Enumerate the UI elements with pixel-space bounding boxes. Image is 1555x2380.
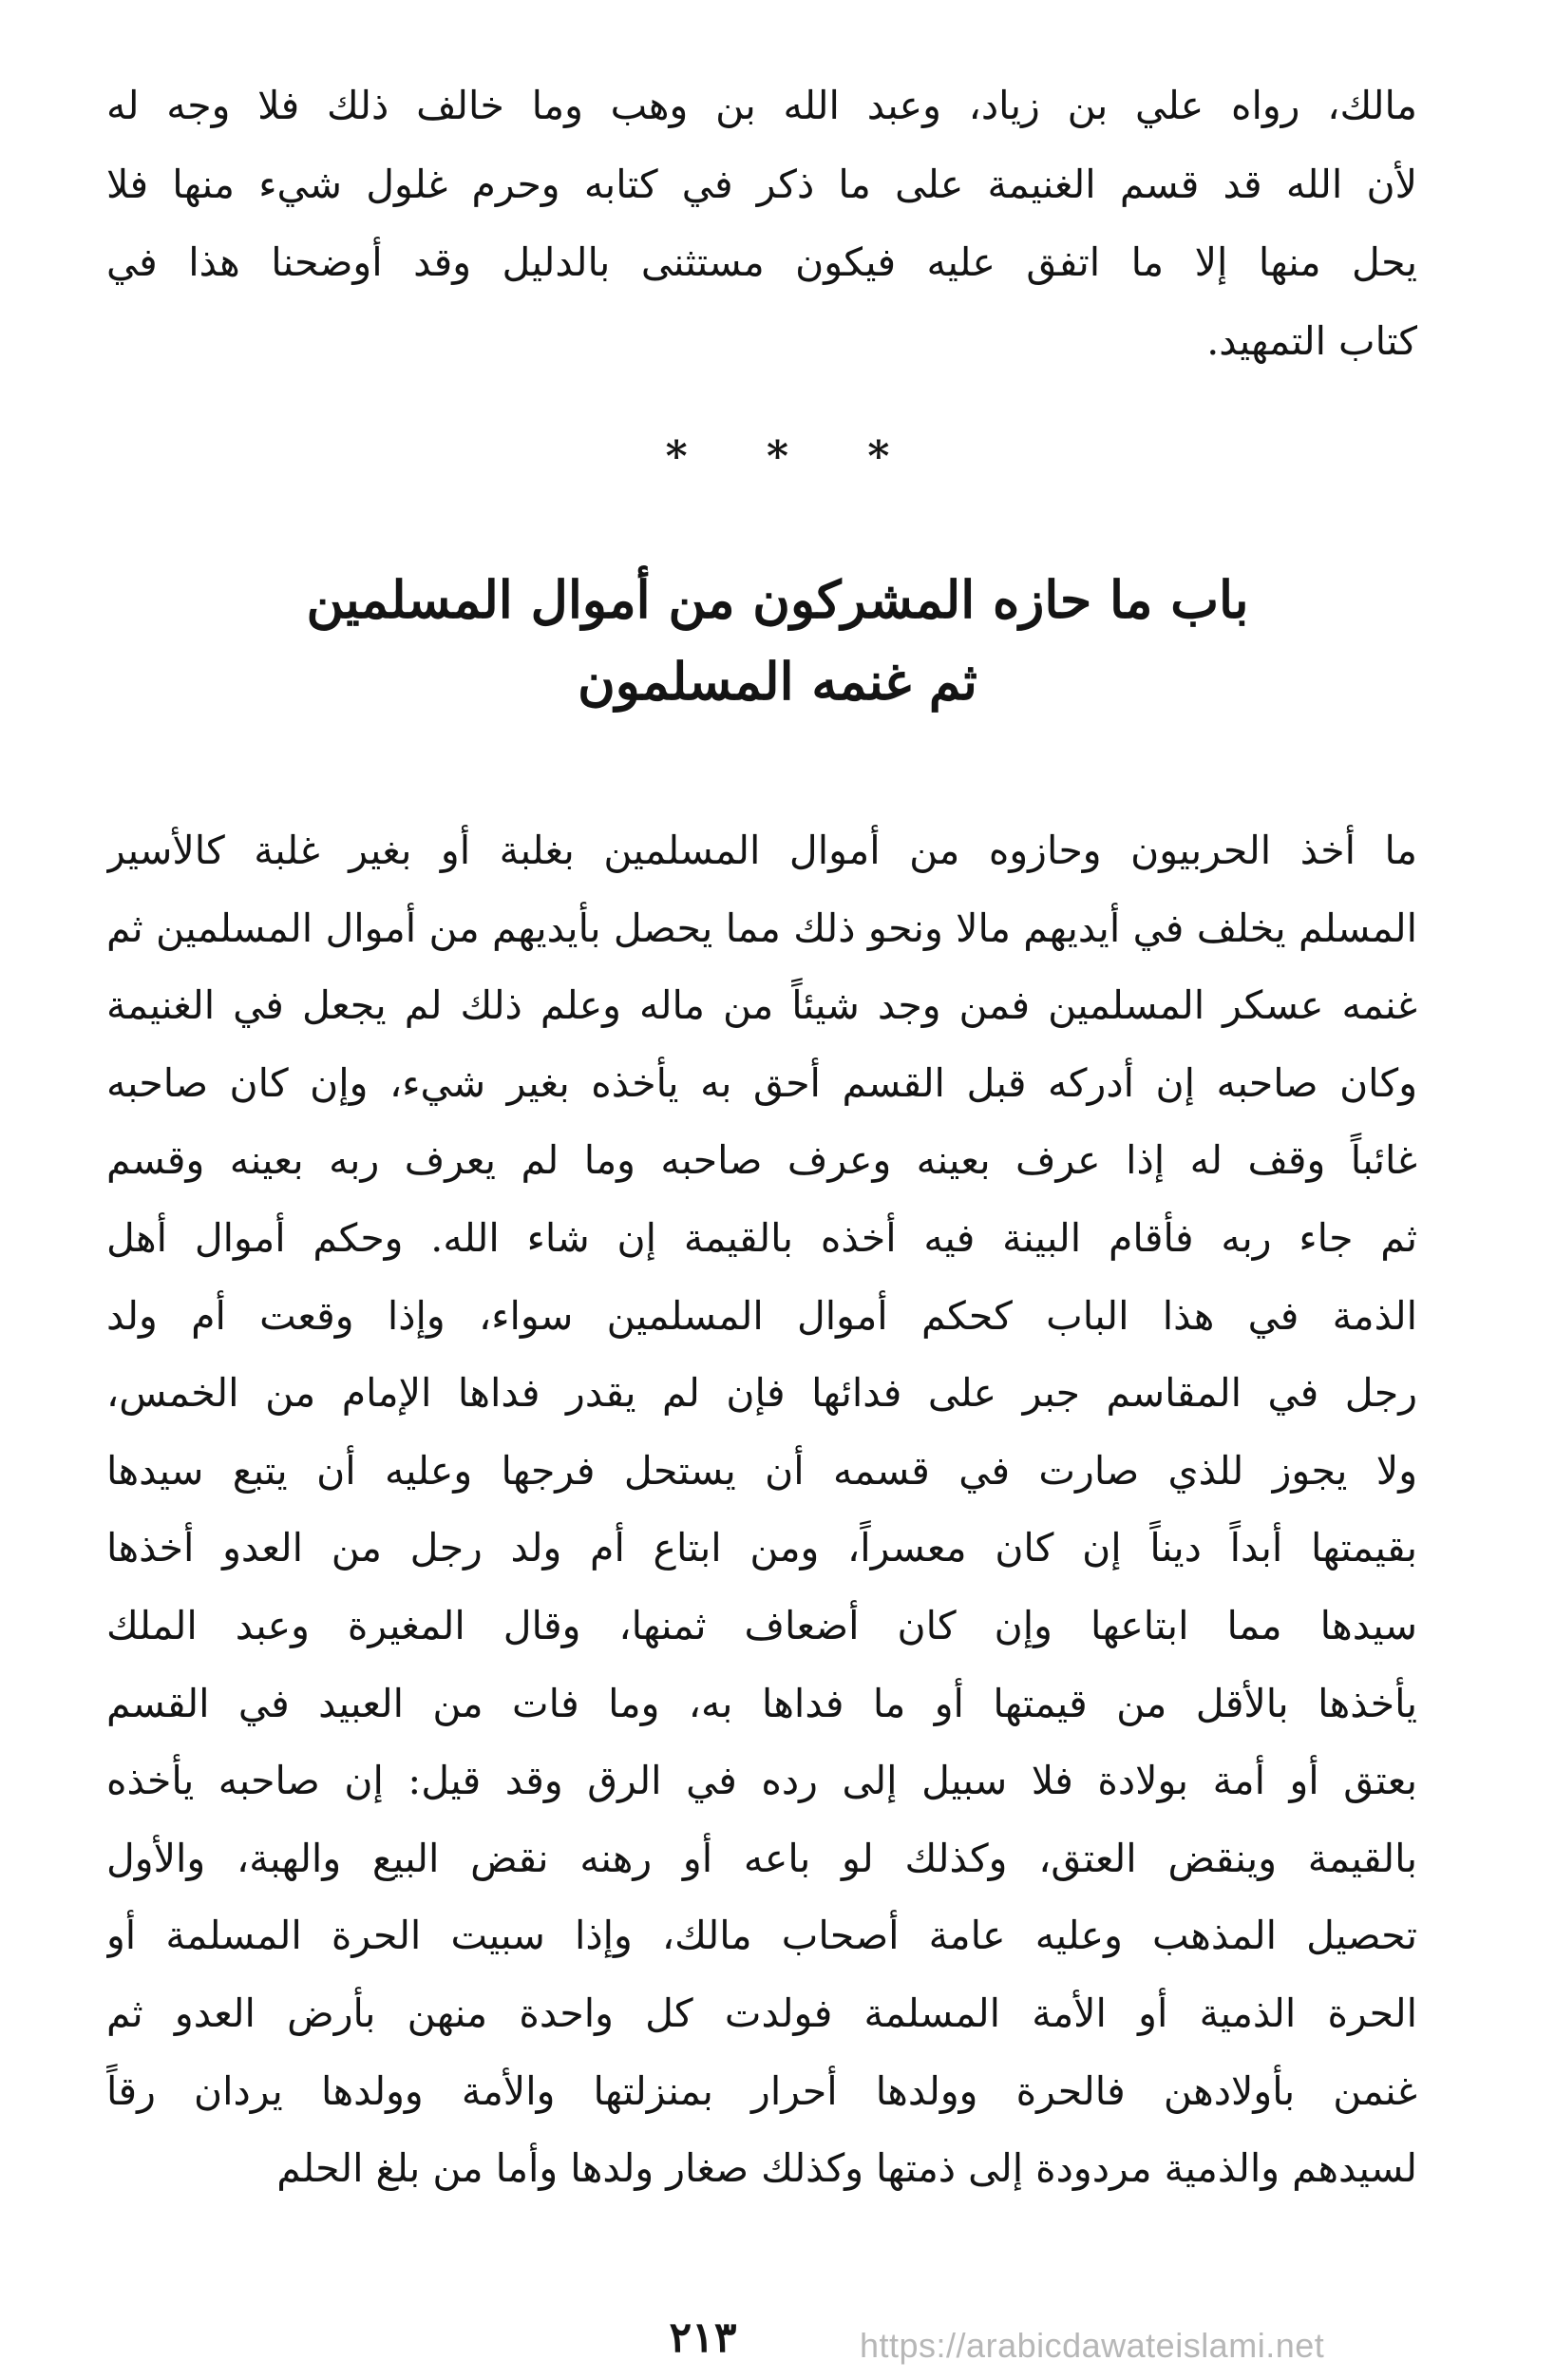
watermark-url: https://arabicdawateislami.net [860, 2326, 1325, 2365]
divider-star: * [665, 432, 688, 481]
text-line: غنمن بأولادهن فالحرة وولدها أحرار بمنزلتها والأمة وولدها يردان رقاً [106, 2067, 1417, 2114]
text-line: بقيمتها أبداً ديناً إن كان معسراً، ومن ابتاع أم ولد رجل من العدو أخذها [106, 1525, 1417, 1571]
text-line: يأخذها بالأقل من قيمتها أو ما فداها به، وما فات من العبيد في القسم [106, 1680, 1417, 1726]
text-line: رجل في المقاسم جبر على فدائها فإن لم يقدر فداها الإمام من الخمس، [106, 1370, 1417, 1417]
text-line: وكان صاحبه إن أدركه قبل القسم أحق به يأخذه بغير شيء، وإن كان صاحبه [106, 1059, 1417, 1106]
text-line: لسيدهم والذمية مردودة إلى ذمتها وكذلك صغار ولدها وأما من بلغ الحلم [276, 2145, 1417, 2192]
section-divider [0, 432, 1555, 481]
main-paragraph [106, 812, 1417, 2208]
text-line: تحصيل المذهب وعليه عامة أصحاب مالك، وإذا سبيت الحرة المسلمة أو [106, 1913, 1417, 1959]
divider-star: * [867, 432, 890, 481]
text-line: سيدها مما ابتاعها وإن كان أضعاف ثمنها، وقال المغيرة وعبد الملك [106, 1602, 1417, 1648]
top-paragraph [106, 67, 1417, 380]
text-line: الحرة الذمية أو الأمة المسلمة فولدت كل واحدة منهن بأرض العدو ثم [106, 1990, 1417, 2036]
text-line: ما أخذ الحربيون وحازوه من أموال المسلمين بغلبة أو بغير غلبة كالأسير [106, 828, 1417, 873]
text-line: غنمه عسكر المسلمين فمن وجد شيئاً من ماله وعلم ذلك لم يجعل في الغنيمة [106, 982, 1417, 1029]
text-line: بعتق أو أمة بولادة فلا سبيل إلى رده في الرق وقد قيل: إن صاحبه يأخذه [106, 1758, 1417, 1804]
text-line: كتاب التمهيد. [1206, 317, 1417, 364]
text-line: غائباً وقف له إذا عرف بعينه وعرف صاحبه وما لم يعرف ربه بعينه وقسم [106, 1137, 1417, 1184]
text-line: مالك، رواه علي بن زياد، وعبد الله بن وهب وما خالف ذلك فلا وجه له [106, 83, 1417, 128]
text-line: ثم جاء ربه فأقام البينة فيه أخذه بالقيمة إن شاء الله. وحكم أموال أهل [106, 1214, 1417, 1261]
page-number: ٢١٣ [669, 2313, 737, 2362]
text-line: يحل منها إلا ما اتفق عليه فيكون مستثنى بالدليل وقد أوضحنا هذا في [106, 239, 1417, 285]
chapter-heading-line-2: ثم غنمه المسلمون [578, 651, 977, 712]
chapter-heading-line-1: باب ما حازه المشركون من أموال المسلمين [306, 569, 1249, 630]
text-line: ولا يجوز للذي صارت في قسمه أن يستحل فرجها وعليه أن يتبع سيدها [106, 1447, 1417, 1494]
text-line: لأن الله قد قسم الغنيمة على ما ذكر في كتابه وحرم غلول شيء منها فلا [106, 161, 1417, 207]
text-line: المسلم يخلف في أيديهم مالا ونحو ذلك مما يحصل بأيديهم من أموال المسلمين ثم [106, 904, 1417, 951]
text-line: الذمة في هذا الباب كحكم أموال المسلمين سواء، وإذا وقعت أم ولد [106, 1292, 1417, 1339]
divider-star: * [766, 432, 788, 481]
text-line: بالقيمة وينقض العتق، وكذلك لو باعه أو رهنه نقض البيع والهبة، والأول [106, 1835, 1417, 1881]
